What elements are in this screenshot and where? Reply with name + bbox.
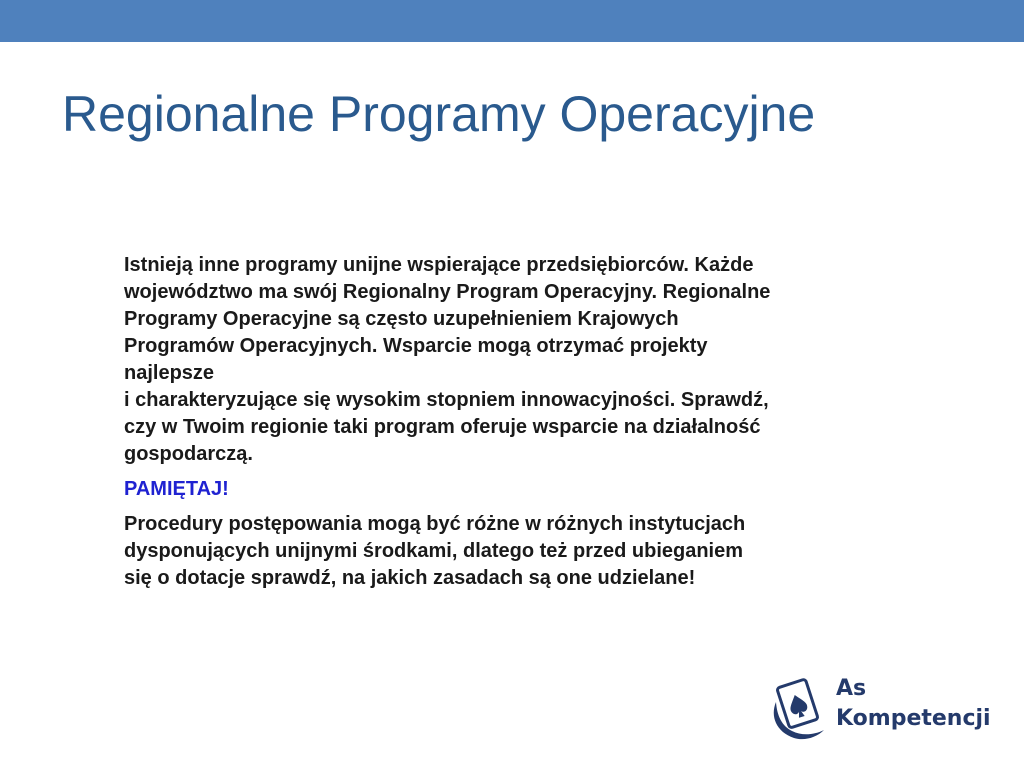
intro-line: Istnieją inne programy unijne wspierające przedsiębiorców. Każde <box>124 254 754 276</box>
intro-line: Programy Operacyjne są często uzupełnieniem Krajowych <box>124 308 679 330</box>
intro-line: gospodarczą. <box>124 443 253 465</box>
remember-line: się o dotacje sprawdź, na jakich zasadach są one udzielane! <box>124 567 696 589</box>
intro-line: województwo ma swój Regionalny Program Operacyjny. Regionalne <box>124 281 771 303</box>
logo-line-2: Kompetencji <box>836 706 991 731</box>
logo-text <box>836 674 991 734</box>
spade-card-icon <box>768 672 832 744</box>
remember-line: dysponujących unijnymi środkami, dlatego też przed ubieganiem <box>124 540 744 562</box>
intro-line: najlepsze <box>124 362 215 384</box>
as-kompetencji-logo <box>768 672 998 744</box>
intro-line: Programów Operacyjnych. Wsparcie mogą otrzymać projekty <box>124 335 708 357</box>
remember-paragraph <box>124 511 964 592</box>
slide-title: Regionalne Programy Operacyjne <box>62 86 816 142</box>
logo-line-1: As <box>836 676 867 701</box>
slide-body <box>124 252 964 592</box>
intro-line: i charakteryzujące się wysokim stopniem innowacyjności. Sprawdź, <box>124 389 769 411</box>
intro-line: czy w Twoim regionie taki program oferuje wsparcie na działalność <box>124 416 761 438</box>
remember-line: Procedury postępowania mogą być różne w różnych instytucjach <box>124 513 746 535</box>
top-bar <box>0 0 1024 42</box>
intro-paragraph <box>124 252 964 468</box>
remember-heading: PAMIĘTAJ! <box>124 478 229 500</box>
